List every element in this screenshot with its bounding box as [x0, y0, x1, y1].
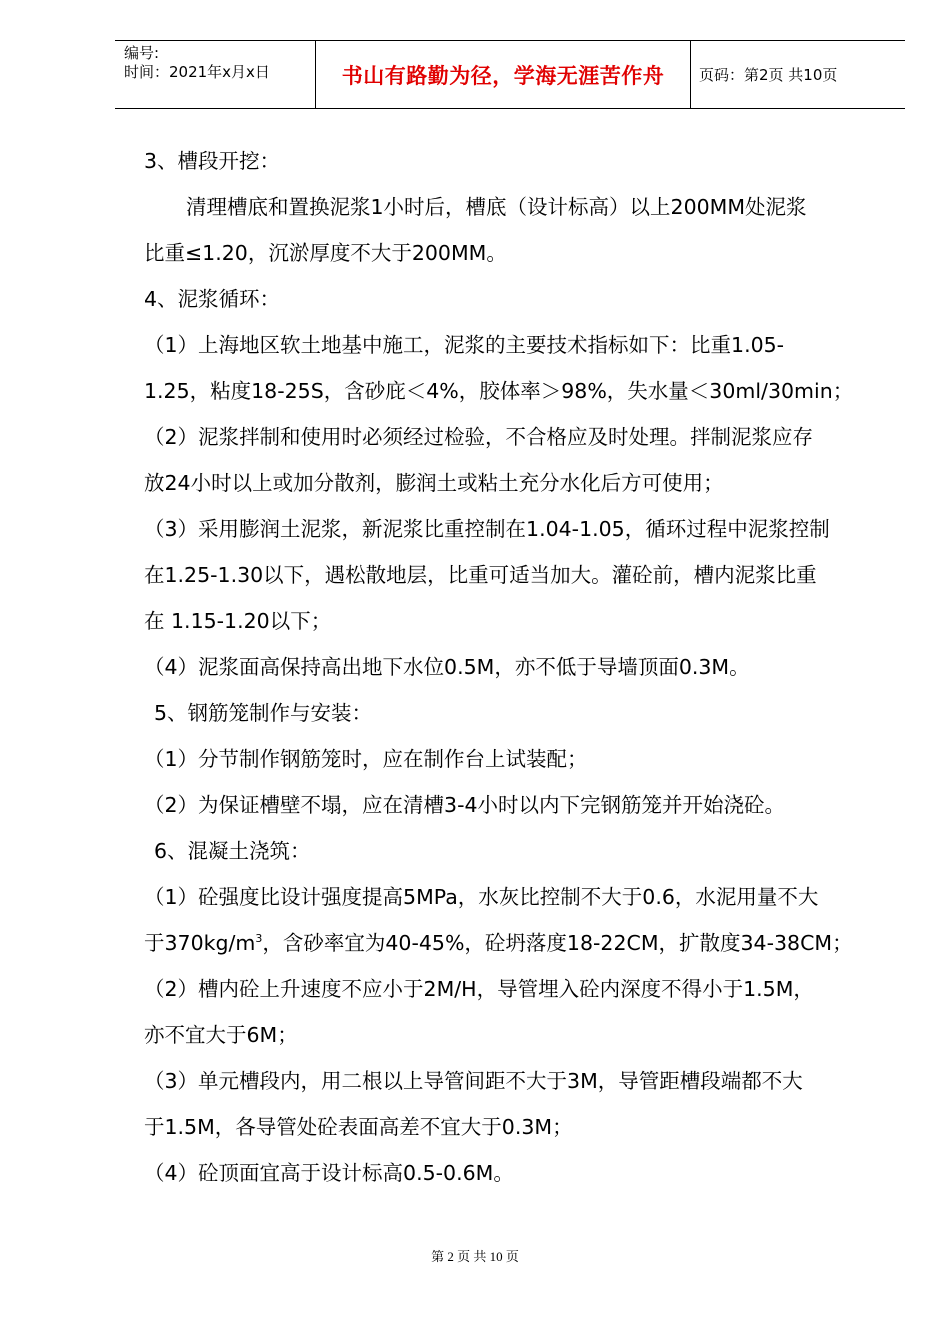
section-heading-3: 3、槽段开挖： [144, 149, 281, 173]
body-line: （3）采用膨润土泥浆，新泥浆比重控制在1.04-1.05，循环过程中泥浆控制 [144, 517, 830, 541]
serial-number-label: 编号: [124, 44, 160, 62]
body-line: 清理槽底和置换泥浆1小时后，槽底（设计标高）以上200MM处泥浆 [186, 195, 807, 219]
body-line: 1.25，粘度18-25S，含砂庇＜4%，胶体率＞98%，失水量＜30ml/30min； [144, 379, 854, 403]
body-line: 于1.5M，各导管处砼表面高差不宜大于0.3M； [144, 1115, 573, 1139]
body-line: （4）砼顶面宜高于设计标高0.5-0.6M。 [144, 1161, 514, 1185]
body-line: （1）上海地区软土地基中施工，泥浆的主要技术指标如下：比重1.05- [144, 333, 785, 357]
body-line: （4）泥浆面高保持高出地下水位0.5M，亦不低于导墙顶面0.3M。 [144, 655, 750, 679]
body-line [144, 920, 874, 966]
document-body [144, 138, 874, 1196]
body-line: （1）分节制作钢筋笼时，应在制作台上试装配； [144, 747, 588, 771]
body-line: （2）槽内砼上升速度不应小于2M/H，导管埋入砼内深度不得小于1.5M， [144, 977, 814, 1001]
body-line-part: 于370kg/m [144, 931, 256, 955]
body-line: 在1.25-1.30以下，遇松散地层，比重可适当加大。灌砼前，槽内泥浆比重 [144, 563, 817, 587]
header-page-info: 页码：第2页 共10页 [699, 66, 838, 84]
body-line: （2）为保证槽壁不塌，应在清槽3-4小时以内下完钢筋笼并开始浇砼。 [144, 793, 786, 817]
body-line: （2）泥浆拌制和使用时必须经过检验，不合格应及时处理。拌制泥浆应存 [144, 425, 814, 449]
body-line: （3）单元槽段内，用二根以上导管间距不大于3M，导管距槽段端都不大 [144, 1069, 803, 1093]
header-motto: 书山有路勤为径，学海无涯苦作舟 [341, 63, 665, 88]
header-page-cell [690, 41, 905, 108]
page-footer: 第 2 页 共 10 页 [431, 1249, 519, 1264]
header-meta-cell [115, 41, 315, 108]
body-line: （1）砼强度比设计强度提高5MPa，水灰比控制不大于0.6，水泥用量不大 [144, 885, 819, 909]
header-motto-cell [315, 41, 691, 108]
body-line: 在 1.15-1.20以下； [144, 609, 332, 633]
section-heading-6: 6、混凝土浇筑： [154, 839, 311, 863]
section-heading-4: 4、泥浆循环： [144, 287, 281, 311]
body-line: 亦不宜大于6M； [144, 1023, 298, 1047]
body-line: 比重≤1.20，沉淤厚度不大于200MM。 [144, 241, 507, 265]
body-line-part: ，含砂率宜为40-45%，砼坍落度18-22CM，扩散度34-38CM； [262, 931, 853, 955]
date-label: 时间：2021年x月x日 [124, 63, 270, 81]
document-header [115, 40, 905, 109]
superscript-3: 3 [255, 932, 263, 946]
body-line: 放24小时以上或加分散剂，膨润土或粘土充分水化后方可使用； [144, 471, 724, 495]
section-heading-5: 5、钢筋笼制作与安装： [154, 701, 373, 725]
